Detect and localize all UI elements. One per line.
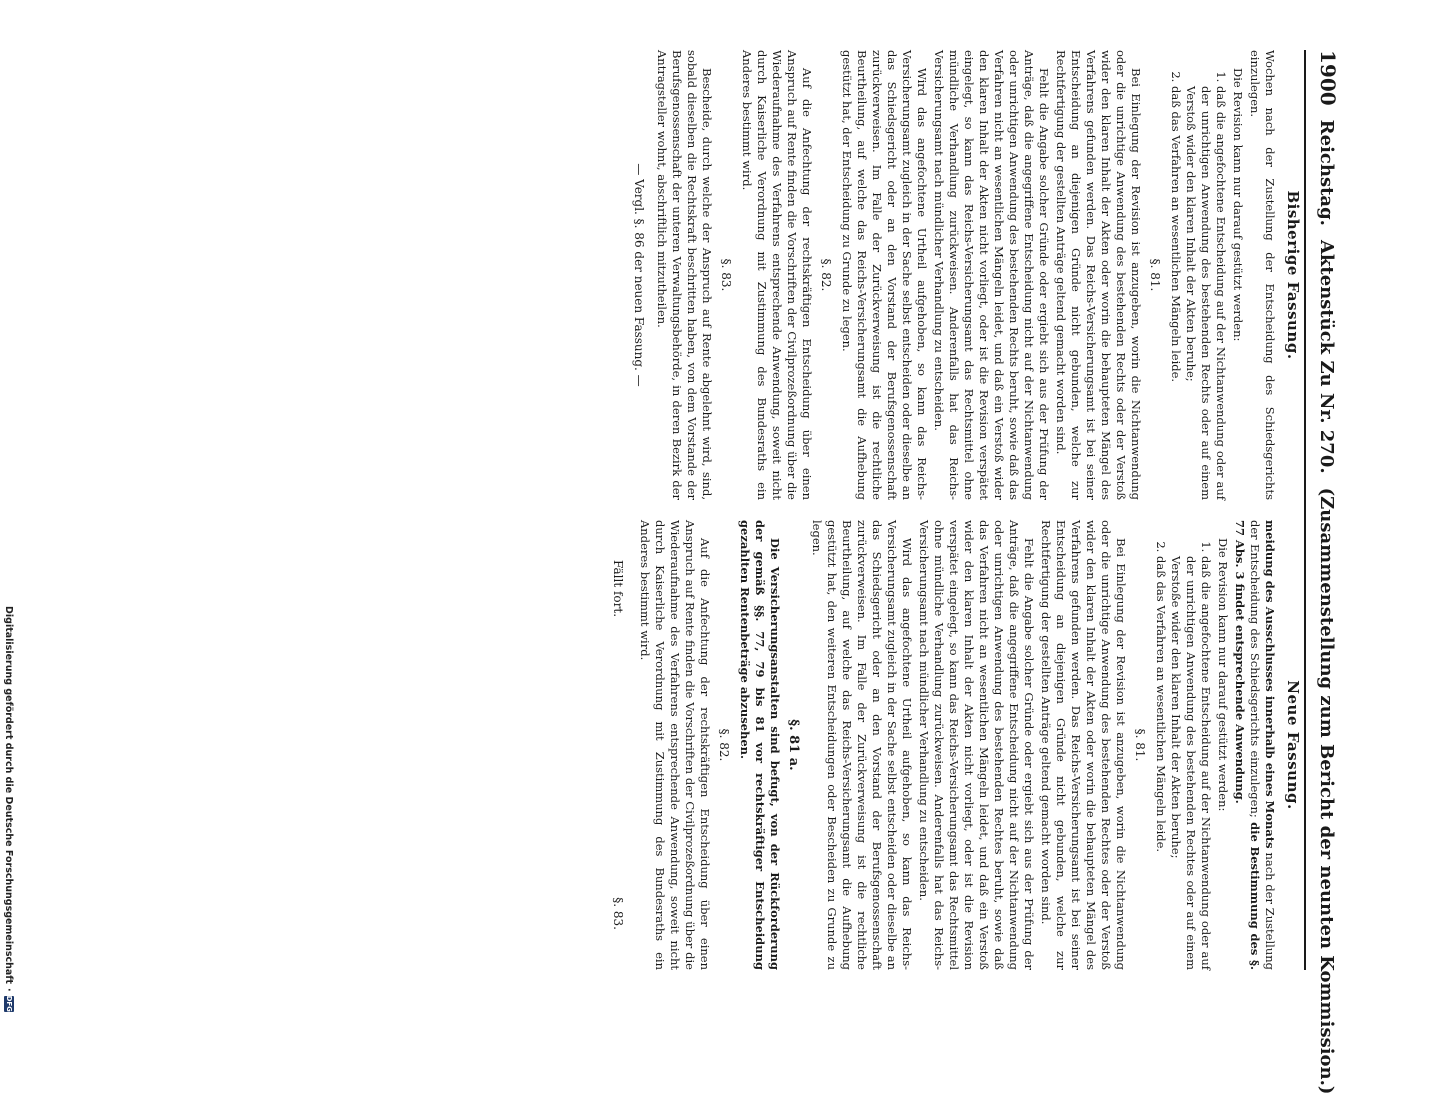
section-title-83: §. 83. [611,897,625,930]
paragraph: Wird das angefochtene Urtheil aufgehoben, so kann das Reichs-Versicherungsamt zugleich in der Sache selbst entscheiden oder dieselbe an das Schiedsgericht oder an den Vorstand der Berufsgenossenschaft zurückverweisen. Im Falle der Zurückverweisung ist die rechtliche Beurtheilung, auf welche das Reichs-Versicherungsamt die Aufhebung gestützt hat, den weiteren Entscheidungen oder Bescheiden zu Grunde zu legen. [810,520,914,970]
header-title: Aktenstück Zu Nr. 270. [1316,239,1337,474]
revision-lead: Die Revision kann nur darauf gestützt werden: [1216,538,1230,812]
paragraph: Fehlt die Angabe solcher Gründe oder ergiebt sich aus der Prüfung der Anträge, daß die angegriffene Entscheidung nicht auf der Nichtanwendung oder unrichtigen Anwendung des bestehenden Rechts beruht, sowie daß das Verfahren nicht an wesentlichen Mängeln leidet, und daß ein Verstoß wider den klaren Inhalt der Akten nicht vorliegt, oder ist die Revision verspätet eingelegt, so kann das Reichs-Versicherungsamt das Rechtsmittel ohne mündliche Verhandlung zurückweisen. Anderenfalls hat das Reichs-Versicherungsamt nach mündlicher Verhandlung zu entscheiden. [932,50,1051,500]
list-item: 1. daß die angefochtene Entscheidung auf der Nichtanwendung oder auf der unrichtigen Anwendung des bestehenden Rechts oder auf einem Verstoß wider den klaren Inhalt der Akten beruhe; [1183,86,1228,500]
deleted-section-row [610,520,625,970]
header-source: Reichstag. [1316,119,1337,226]
list-item: 2. daß das Verfahren an wesentlichen Mängeln leide. [1168,86,1183,500]
header-rule [1304,50,1306,970]
two-column-layout [260,50,1300,970]
intro-plain: nach der Zustellung der Entscheidung des Schiedsgerichts einzulegen; [1248,520,1277,971]
section-title-83: §. 83. [719,258,733,292]
paragraph-bold: Die Versicherungsanstalten sind befugt, von der Rückforderung der gemäß §§. 77, 79 bis 81 vor rechtskräftiger Entscheidung gezahlten Rentenbeträge abzusehen. [738,520,782,970]
paragraph: Bescheide, durch welche der Anspruch auf Rente abgelehnt wird, sind, sobald dieselben die Rechtskraft beschritten haben, von dem Vorstande der Berufsgenossenschaft der unteren Verwaltungsbehörde, in deren Bezirk der Antragsteller wohnt, abschriftlich mitzutheilen. [655,50,714,500]
paragraph: Fehlt die Angabe solcher Gründe oder ergiebt sich aus der Prüfung der Anträge, daß die angegriffene Entscheidung nicht auf der Nichtanwendung oder unrichtigen Anwendung des bestehenden Rechtes beruht, sowie daß das Verfahren nicht an wesentlichen Mängeln leidet, und daß ein Verstoß wider den klaren Inhalt der Akten nicht vorliegt, oder ist die Revision verspätet eingelegt, so kann das Reichs-Versicherungsamt das Rechtsmittel ohne mündliche Verhandlung zurückweisen. Anderenfalls hat das Reichs-Versicherungsamt nach mündlicher Verhandlung zu entscheiden. [917,520,1036,970]
intro-bold-2: die Bestimmung des §. 77 Abs. 3 findet entsprechende Anwendung. [1233,520,1262,970]
falls-fort-note: Fällt fort. [611,560,625,618]
intro-bold-1: meidung des Ausschlusses innerhalb eines Monats [1263,520,1277,849]
column-old-version [260,50,1300,500]
page-number: 1900 [1316,50,1340,106]
intro-paragraph [1232,520,1277,970]
section-title-82: §. 82. [819,258,833,292]
paragraph: Bei Einlegung der Revision ist anzugeben, worin die Nichtanwendung oder die unrichtige Anwendung des bestehenden Rechts oder der Verstoß wider den klaren Inhalt der Akten oder worin die behaupteten Mängel des Verfahrens gefunden werden. Das Reichs-Versicherungsamt ist bei seiner Entscheidung an diejenigen Gründe nicht gebunden, welche zur Rechtfertigung der gestellten Anträge geltend gemacht worden sind. [1054,50,1143,500]
page-header [1310,50,1340,1094]
paragraph: Wird das angefochtene Urtheil aufgehoben, so kann das Reichs-Versicherungsamt zugleich in der Sache selbst entscheiden oder dieselbe an das Schiedsgericht oder an den Vorstand der Berufsgenossenschaft zurückverweisen. Im Falle der Zurückverweisung ist die rechtliche Beurtheilung, auf welche das Reichs-Versicherungsamt die Aufhebung gestützt hat, der Entscheidung zu Grunde zu legen. [840,50,929,500]
paragraph: Bei Einlegung der Revision ist anzugeben, worin die Nichtanwendung oder die unrichtige Anwendung des bestehenden Rechtes oder der Verstoß wider den klaren Inhalt der Akten oder worin die behaupteten Mängel des Verfahrens gefunden werden. Das Reichs-Versicherungsamt ist bei seiner Entscheidung an diejenigen Gründe nicht gebunden, welche zur Rechtfertigung der gestellten Anträge geltend gemacht worden sind. [1039,520,1128,970]
footer-text: Digitalisierung gefördert durch die Deutsche Forschungsgemeinschaft [3,606,15,984]
list-item: 1. daß die angefochtene Entscheidung auf der Nichtanwendung oder auf der unrichtigen Anwendung des bestehenden Rechtes oder auf einem Verstoße wider den klaren Inhalt der Akten beruhe; [1168,556,1213,970]
list-item: 2. daß das Verfahren an wesentlichen Mängeln leide. [1153,556,1168,970]
column-heading-new: Neue Fassung. [1284,680,1302,810]
dfg-logo-icon: DFG [5,995,13,1012]
paragraph: Auf die Anfechtung der rechtskräftigen Entscheidung über einen Anspruch auf Rente finden die Vorschriften der Civilprozeßordnung über die Wiederaufnahme des Verfahrens entsprechende Anwendung, soweit nicht durch Kaiserliche Verordnung mit Zustimmung des Bundesraths ein Anderes bestimmt wird. [638,520,712,970]
intro-paragraph: Wochen nach der Zustellung der Entscheidung des Schiedsgerichts einzulegen. [1248,50,1277,500]
paragraph: Auf die Anfechtung der rechtskräftigen Entscheidung über einen Anspruch auf Rente finden die Vorschriften der Civilprozeßordnung über die Wiederaufnahme des Verfahrens entsprechende Anwendung, soweit nicht durch Kaiserliche Verordnung mit Zustimmung des Bundesraths ein Anderes bestimmt wird. [740,50,814,500]
column-heading-old: Bisherige Fassung. [1284,190,1302,360]
section-title-81: §. 81. [1133,728,1147,762]
section-title-82: §. 82. [717,728,731,762]
section-title-81: §. 81. [1148,258,1162,292]
section-title-81a: §. 81 a. [786,719,801,771]
revision-grounds-list [1168,50,1228,500]
digitization-footer: Digitalisierung gefördert durch die Deutsche Forschungsgemeinschaft · DFG [3,606,15,1012]
document-page [250,50,1340,1094]
cross-reference: — Vergl. §. 86 der neuen Fassung. — [632,163,646,387]
column-new-version [260,520,1300,970]
header-subtitle: (Zusammenstellung zum Bericht der neunten Kommission.) [1316,487,1337,1094]
revision-grounds-list [1153,520,1213,970]
revision-lead: Die Revision kann nur darauf gestützt werden: [1231,68,1245,342]
